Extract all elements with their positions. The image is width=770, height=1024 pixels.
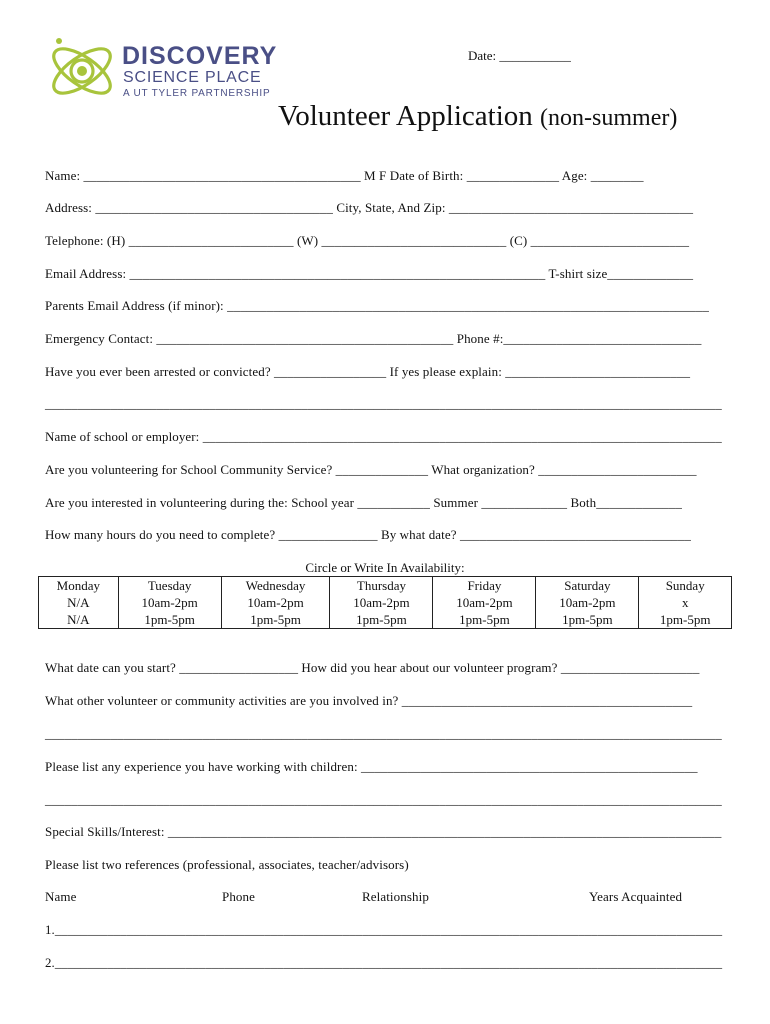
address-row[interactable]: Address: ____________________________________ City, State, And Zip: _____________________________________	[45, 200, 694, 215]
availability-cell[interactable]: 10am-2pm	[118, 594, 221, 611]
day-thursday: Thursday	[330, 577, 433, 595]
day-sunday: Sunday	[639, 577, 732, 595]
start-date-row[interactable]: What date can you start? __________________ How did you hear about our volunteer program? _____________________	[45, 660, 700, 675]
day-saturday: Saturday	[536, 577, 639, 595]
availability-cell[interactable]: 1pm-5pm	[433, 611, 536, 629]
logo-tagline: A UT TYLER PARTNERSHIP	[123, 88, 271, 99]
ref-header-phone: Phone	[222, 889, 255, 904]
other-activities-line[interactable]: _______________________________________________________________________________________________________	[45, 726, 722, 741]
title-sub: (non-summer)	[540, 105, 678, 131]
availability-cell[interactable]: 1pm-5pm	[536, 611, 639, 629]
availability-header-row	[39, 577, 732, 595]
parents-email-row[interactable]: Parents Email Address (if minor): _________________________________________________________________________	[45, 298, 709, 313]
availability-cell[interactable]: 1pm-5pm	[330, 611, 433, 629]
explain-line[interactable]: _______________________________________________________________________________________________________	[45, 396, 722, 411]
day-wednesday: Wednesday	[221, 577, 330, 595]
community-service-row[interactable]: Are you volunteering for School Community Service? ______________ What organization? ________________________	[45, 462, 697, 477]
availability-cell[interactable]: 1pm-5pm	[221, 611, 330, 629]
name-row[interactable]: Name: __________________________________________ M F Date of Birth: ______________ Age: ________	[45, 168, 644, 183]
day-tuesday: Tuesday	[118, 577, 221, 595]
arrested-row[interactable]: Have you ever been arrested or convicted? _________________ If yes please explain: ____________________________	[45, 364, 691, 379]
availability-cell[interactable]: 10am-2pm	[221, 594, 330, 611]
date-field[interactable]: Date: ___________	[468, 48, 571, 63]
day-friday: Friday	[433, 577, 536, 595]
email-row[interactable]: Email Address: _______________________________________________________________ T-shirt size_____________	[45, 266, 694, 281]
availability-title: Circle or Write In Availability:	[305, 560, 465, 575]
availability-cell[interactable]: N/A	[39, 611, 119, 629]
page-title	[278, 100, 677, 133]
atom-logo-icon	[42, 32, 126, 110]
title-main: Volunteer Application	[278, 100, 533, 132]
availability-row-morning	[39, 594, 732, 611]
ref-header-name: Name	[45, 889, 77, 904]
interest-period-row[interactable]: Are you interested in volunteering during the: School year ___________ Summer _____________ Both_____________	[45, 495, 682, 510]
availability-table	[38, 576, 732, 629]
emergency-contact-row[interactable]: Emergency Contact: _____________________________________________ Phone #:______________________________	[45, 331, 702, 346]
availability-row-afternoon	[39, 611, 732, 629]
children-experience-line[interactable]: _______________________________________________________________________________________________________	[45, 792, 722, 807]
availability-cell[interactable]: x	[639, 594, 732, 611]
availability-cell[interactable]: 10am-2pm	[536, 594, 639, 611]
other-activities-row[interactable]: What other volunteer or community activities are you involved in? ____________________________________________	[45, 693, 693, 708]
availability-cell[interactable]: 1pm-5pm	[118, 611, 221, 629]
logo-subtitle: SCIENCE PLACE	[123, 69, 262, 86]
availability-cell[interactable]: 10am-2pm	[330, 594, 433, 611]
children-experience-row[interactable]: Please list any experience you have working with children: ___________________________________________________	[45, 759, 698, 774]
hours-row[interactable]: How many hours do you need to complete? _______________ By what date? ___________________________________	[45, 527, 691, 542]
ref-header-relationship: Relationship	[362, 889, 429, 904]
reference-row-1[interactable]: 1.______________________________________________________________________________________________________	[45, 922, 723, 937]
availability-cell[interactable]: 1pm-5pm	[639, 611, 732, 629]
telephone-row[interactable]: Telephone: (H) _________________________ (W) ____________________________ (C) ________________________	[45, 233, 690, 248]
availability-cell[interactable]: N/A	[39, 594, 119, 611]
ref-header-years: Years Acquainted	[589, 889, 683, 904]
references-instruction: Please list two references (professional, associates, teacher/advisors)	[45, 857, 409, 872]
availability-cell[interactable]: 10am-2pm	[433, 594, 536, 611]
reference-row-2[interactable]: 2.______________________________________________________________________________________________________	[45, 955, 723, 970]
special-skills-row[interactable]: Special Skills/Interest: ____________________________________________________________________________________	[45, 824, 722, 839]
school-employer-row[interactable]: Name of school or employer: _______________________________________________________________________________	[45, 429, 722, 444]
logo-name: DISCOVERY	[122, 42, 278, 70]
day-monday: Monday	[39, 577, 119, 595]
